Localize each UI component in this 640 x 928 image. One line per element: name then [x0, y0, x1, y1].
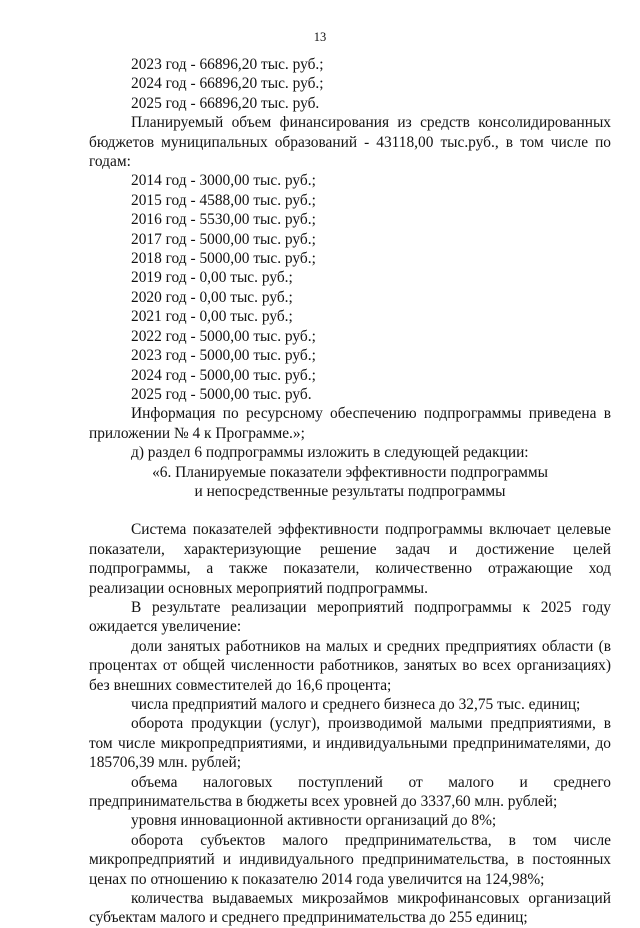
page-body	[89, 55, 611, 928]
year-line: 2017 год - 5000,00 тыс. руб.;	[131, 230, 316, 248]
increase-item: объема налоговых поступлений от малого и среднего предпринимательства в бюджеты всех уровней до 3337,60 млн. рублей;	[89, 773, 611, 811]
year-line: 2018 год - 5000,00 тыс. руб.;	[131, 250, 316, 268]
year-line: 2019 год - 0,00 тыс. руб.;	[131, 269, 293, 287]
section-subtitle: и непосредственные результаты подпрограммы	[194, 482, 506, 500]
section-d-paragraph: д) раздел 6 подпрограммы изложить в следующей редакции:	[131, 444, 529, 462]
year-line: 2024 год - 5000,00 тыс. руб.;	[131, 366, 316, 384]
increase-item: оборота субъектов малого предпринимательства, в том числе микропредприятий и индивидуального предпринимательства, в постоянных ценах по отношению к показателю 2014 года увеличится на 124,98%;	[89, 831, 611, 888]
page-number: 13	[313, 30, 327, 44]
increase-item: оборота продукции (услуг), производимой малыми предприятиями, в том числе микропредприятиями, и индивидуальными предпринимателями, до 185706,39 млн. рублей;	[89, 715, 611, 772]
year-line: 2015 год - 4588,00 тыс. руб.;	[131, 191, 316, 209]
result-paragraph: В результате реализации мероприятий подпрограммы к 2025 году ожидается увеличение:	[89, 598, 611, 636]
year-line: 2025 год - 66896,20 тыс. руб.	[131, 94, 320, 112]
year-line: 2014 год - 3000,00 тыс. руб.;	[131, 172, 316, 190]
spacer	[89, 501, 611, 520]
increase-item: доли занятых работников на малых и средних предприятиях области (в процентах от общей численности работников, занятых во всех организациях) без внешних совместителей до 16,6 процента;	[89, 637, 611, 694]
year-line: 2016 год - 5530,00 тыс. руб.;	[131, 211, 316, 229]
year-line: 2025 год - 5000,00 тыс. руб.	[131, 385, 312, 403]
info-paragraph: Информация по ресурсному обеспечению подпрограммы приведена в приложении № 4 к Программе.»;	[89, 405, 611, 442]
section-title: «6. Планируемые показатели эффективности подпрограммы	[152, 463, 548, 481]
year-line: 2024 год - 66896,20 тыс. руб.;	[131, 75, 324, 93]
system-paragraph: Система показателей эффективности подпрограммы включает целевые показатели, характеризующие решение задач и достижение целей подпрограммы, а также показатели, количественно отражающие ход реализации основных мероприятий подпрограммы.	[89, 521, 611, 597]
increase-item: числа предприятий малого и среднего бизнеса до 32,75 тыс. единиц;	[131, 696, 581, 713]
increase-item: уровня инновационной активности организаций до 8%;	[131, 812, 497, 830]
year-line: 2023 год - 66896,20 тыс. руб.;	[131, 56, 324, 73]
increase-item: количества выдаваемых микрозаймов микрофинансовых организаций субъектам малого и среднего предпринимательства до 255 единиц;	[89, 890, 611, 927]
year-line: 2020 год - 0,00 тыс. руб.;	[131, 288, 293, 306]
year-line: 2022 год - 5000,00 тыс. руб.;	[131, 327, 316, 345]
year-line: 2021 год - 0,00 тыс. руб.;	[131, 308, 293, 326]
year-line: 2023 год - 5000,00 тыс. руб.;	[131, 347, 316, 365]
funding-paragraph: Планируемый объем финансирования из средств консолидированных бюджетов муниципальных образований - 43118,00 тыс.руб., в том числе по годам:	[89, 114, 611, 171]
